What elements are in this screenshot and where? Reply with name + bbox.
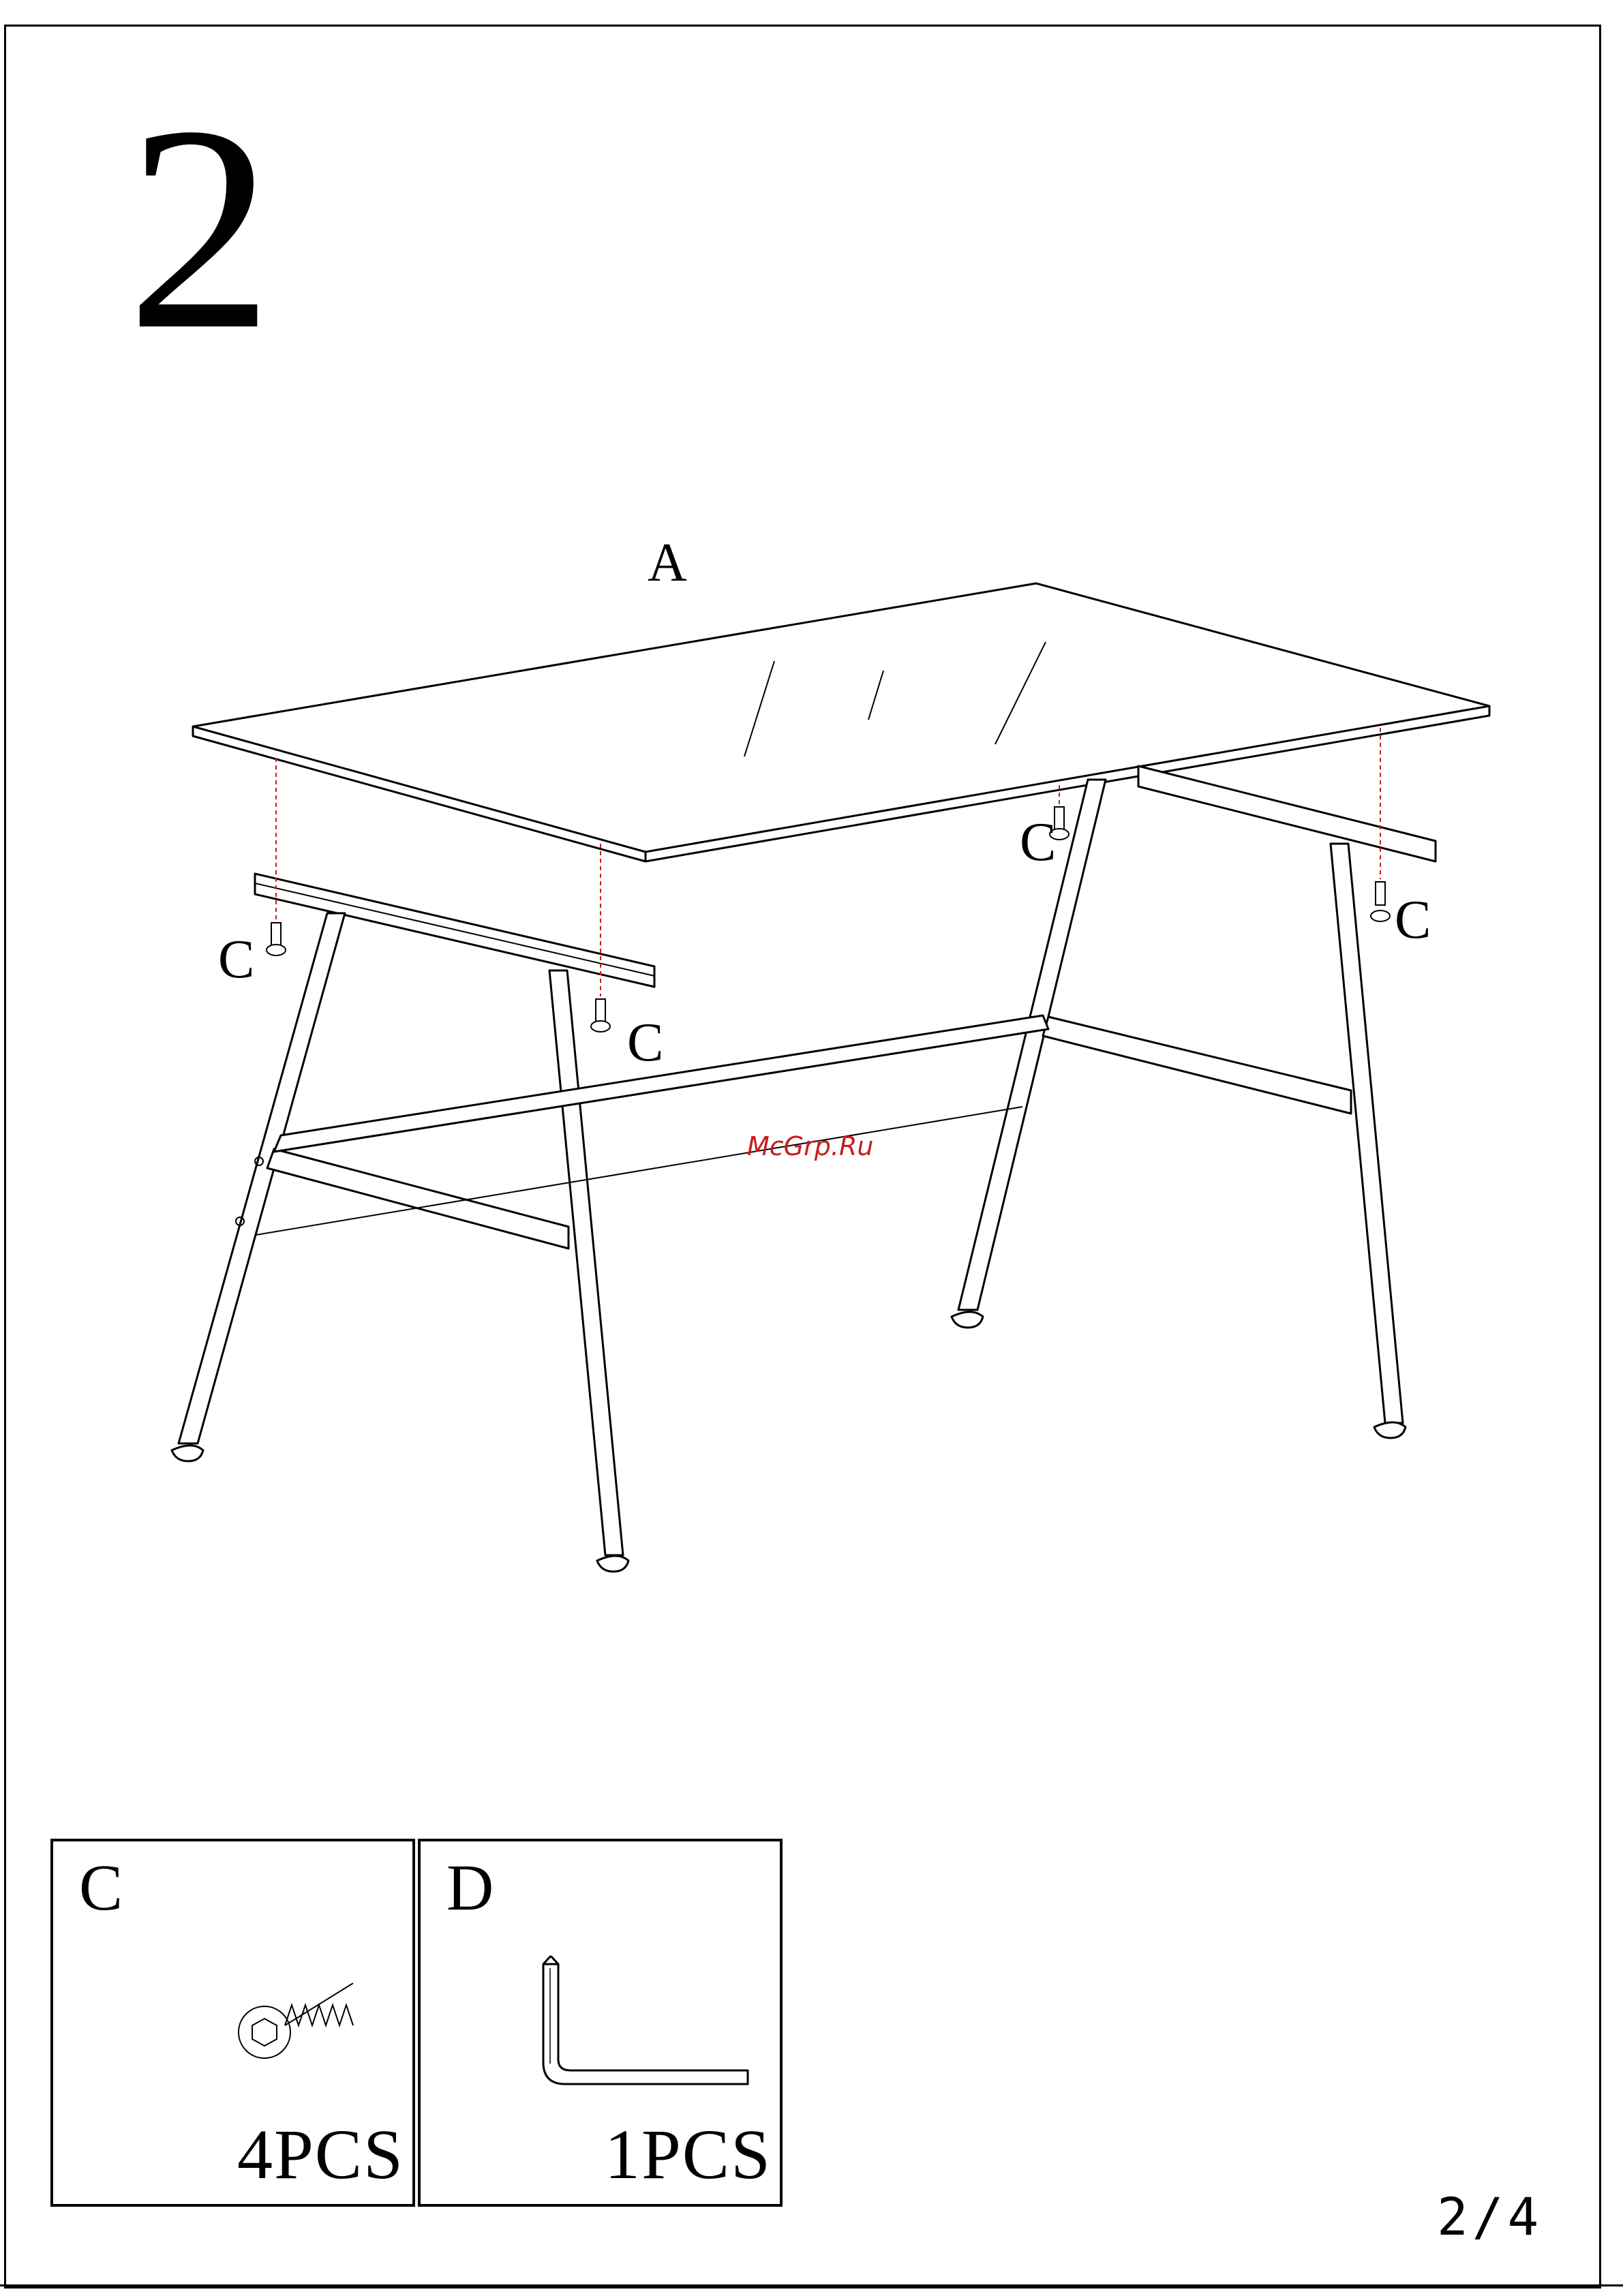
page-indicator: 2/4 xyxy=(1437,2186,1543,2247)
watermark: McGrp.Ru xyxy=(747,1131,874,1161)
side-stretcher-left xyxy=(267,1149,568,1249)
step-number: 2 xyxy=(127,66,273,391)
part-quantity: 4PCS xyxy=(237,2115,404,2194)
foot xyxy=(1374,1422,1406,1438)
right-back-leg xyxy=(1331,844,1403,1423)
part-quantity: 1PCS xyxy=(604,2115,772,2194)
parts-box-c xyxy=(50,1839,415,2207)
left-back-leg xyxy=(549,970,623,1555)
hex-key-icon xyxy=(516,1950,761,2087)
screw-icon xyxy=(189,1930,394,2066)
side-stretcher-right xyxy=(1043,1017,1351,1114)
foot xyxy=(172,1445,203,1461)
foot xyxy=(597,1556,628,1572)
screw-label: C xyxy=(1020,812,1057,872)
screw-label: C xyxy=(1395,890,1431,950)
parts-box-d xyxy=(418,1839,783,2207)
screw-label: C xyxy=(627,1013,664,1073)
foot xyxy=(952,1312,983,1328)
screw-icon xyxy=(1371,882,1390,921)
right-top-rail xyxy=(1138,766,1436,861)
part-letter: C xyxy=(79,1851,123,1924)
part-letter: D xyxy=(446,1851,494,1924)
screw-icon xyxy=(591,999,610,1032)
part-label-a: A xyxy=(648,533,687,593)
screw-label: C xyxy=(218,930,255,990)
bottom-rule xyxy=(0,2284,1623,2286)
screw-icon xyxy=(267,923,286,955)
